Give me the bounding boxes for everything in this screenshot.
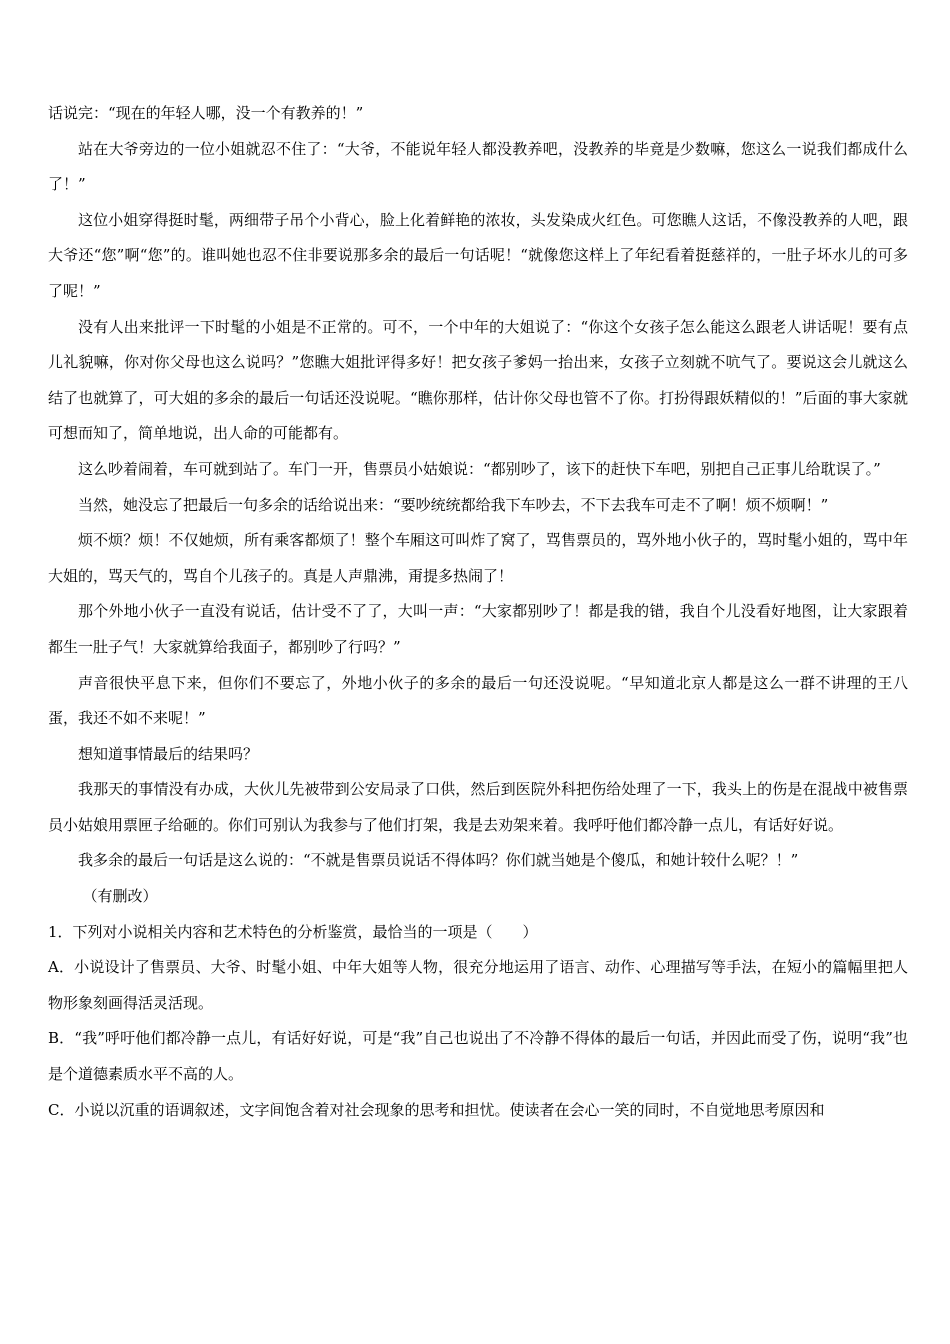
story-paragraph-3: 这位小姐穿得挺时髦，两细带子吊个小背心，脸上化着鲜艳的浓妆，头发染成火红色。可您瞧人这话，不像没教养的人吧，跟大爷还“您”啊“您”的。谁叫她也忍不住非要说那多余的最后一句话呢！“就像您这样上了年纪看着挺慈祥的，一肚子坏水儿的可多了呢！” [48,210,908,300]
story-paragraph-9: 声音很快平息下来，但你们不要忘了，外地小伙子的多余的最后一句还没说呢。“早知道北京人都是这么一群不讲理的王八蛋，我还不如不来呢！” [48,673,908,728]
story-paragraph-2: 站在大爷旁边的一位小姐就忍不住了：“大爷，不能说年轻人都没教养吧，没教养的毕竟是少数嘛，您这么一说我们都成什么了！” [48,139,908,194]
option-a: A．小说设计了售票员、大爷、时髦小姐、中年大姐等人物，很充分地运用了语言、动作、心理描写等手法，在短小的篇幅里把人物形象刻画得活灵活现。 [48,958,908,1012]
story-paragraph-8: 那个外地小伙子一直没有说话，估计受不了了，大叫一声：“大家都别吵了！都是我的错，我自个儿没看好地图，让大家跟着都生一肚子气！大家就算给我面子，都别吵了行吗？” [48,602,908,656]
document-page [48,96,908,1128]
edit-note: （有删改） [82,887,158,906]
option-c: C．小说以沉重的语调叙述，文字间饱含着对社会现象的思考和担忧。使读者在会心一笑的同时，不自觉地思考原因和 [48,1100,825,1119]
option-b: B．“我”呼吁他们都冷静一点儿，有话好好说，可是“我”自己也说出了不冷静不得体的最后一句话，并因此而受了伤，说明“我”也是个道德素质水平不高的人。 [48,1029,908,1084]
question-stem: 1．下列对小说相关内容和艺术特色的分析鉴赏，最恰当的一项是（ ） [48,922,538,941]
story-paragraph-6: 当然，她没忘了把最后一句多余的话给说出来：“要吵统统都给我下车吵去，不下去我车可走不了啊！烦不烦啊！” [78,495,829,514]
story-paragraph-10: 想知道事情最后的结果吗？ [78,744,259,763]
story-paragraph-7: 烦不烦？烦！不仅她烦，所有乘客都烦了！整个车厢这可叫炸了窝了，骂售票员的，骂外地小伙子的，骂时髦小姐的，骂中年大姐的，骂天气的，骂自个儿孩子的。真是人声鼎沸，甭提多热闹了！ [48,531,908,585]
story-paragraph-5: 这么吵着闹着，车可就到站了。车门一开，售票员小姑娘说：“都别吵了，该下的赶快下车吧，别把自己正事儿给耽误了。” [78,459,881,478]
story-paragraph-1: 话说完：“现在的年轻人哪，没一个有教养的！” [48,104,364,122]
story-paragraph-11: 我那天的事情没有办成，大伙儿先被带到公安局录了口供，然后到医院外科把伤给处理了一下，我头上的伤是在混战中被售票员小姑娘用票匣子给砸的。你们可别认为我参与了他们打架，我是去劝架来着。我呼吁他们都冷静一点儿，有话好好说。 [48,780,908,834]
story-paragraph-12: 我多余的最后一句话是这么说的：“不就是售票员说话不得体吗？你们就当她是个傻瓜，和她计较什么呢？！” [78,851,799,870]
story-paragraph-4: 没有人出来批评一下时髦的小姐是不正常的。可不，一个中年的大姐说了：“你这个女孩子怎么能这么跟老人讲话呢！要有点儿礼貌嘛，你对你父母也这么说吗？”您瞧大姐批评得多好！把女孩子爹妈一抬出来，女孩子立刻就不吭气了。要说这会儿就这么结了也就算了，可大姐的多余的最后一句话还没说呢。“瞧你那样，估计你父母也管不了你。打扮得跟妖精似的！”后面的事大家就可想而知了，简单地说，出人命的可能都有。 [48,317,908,443]
